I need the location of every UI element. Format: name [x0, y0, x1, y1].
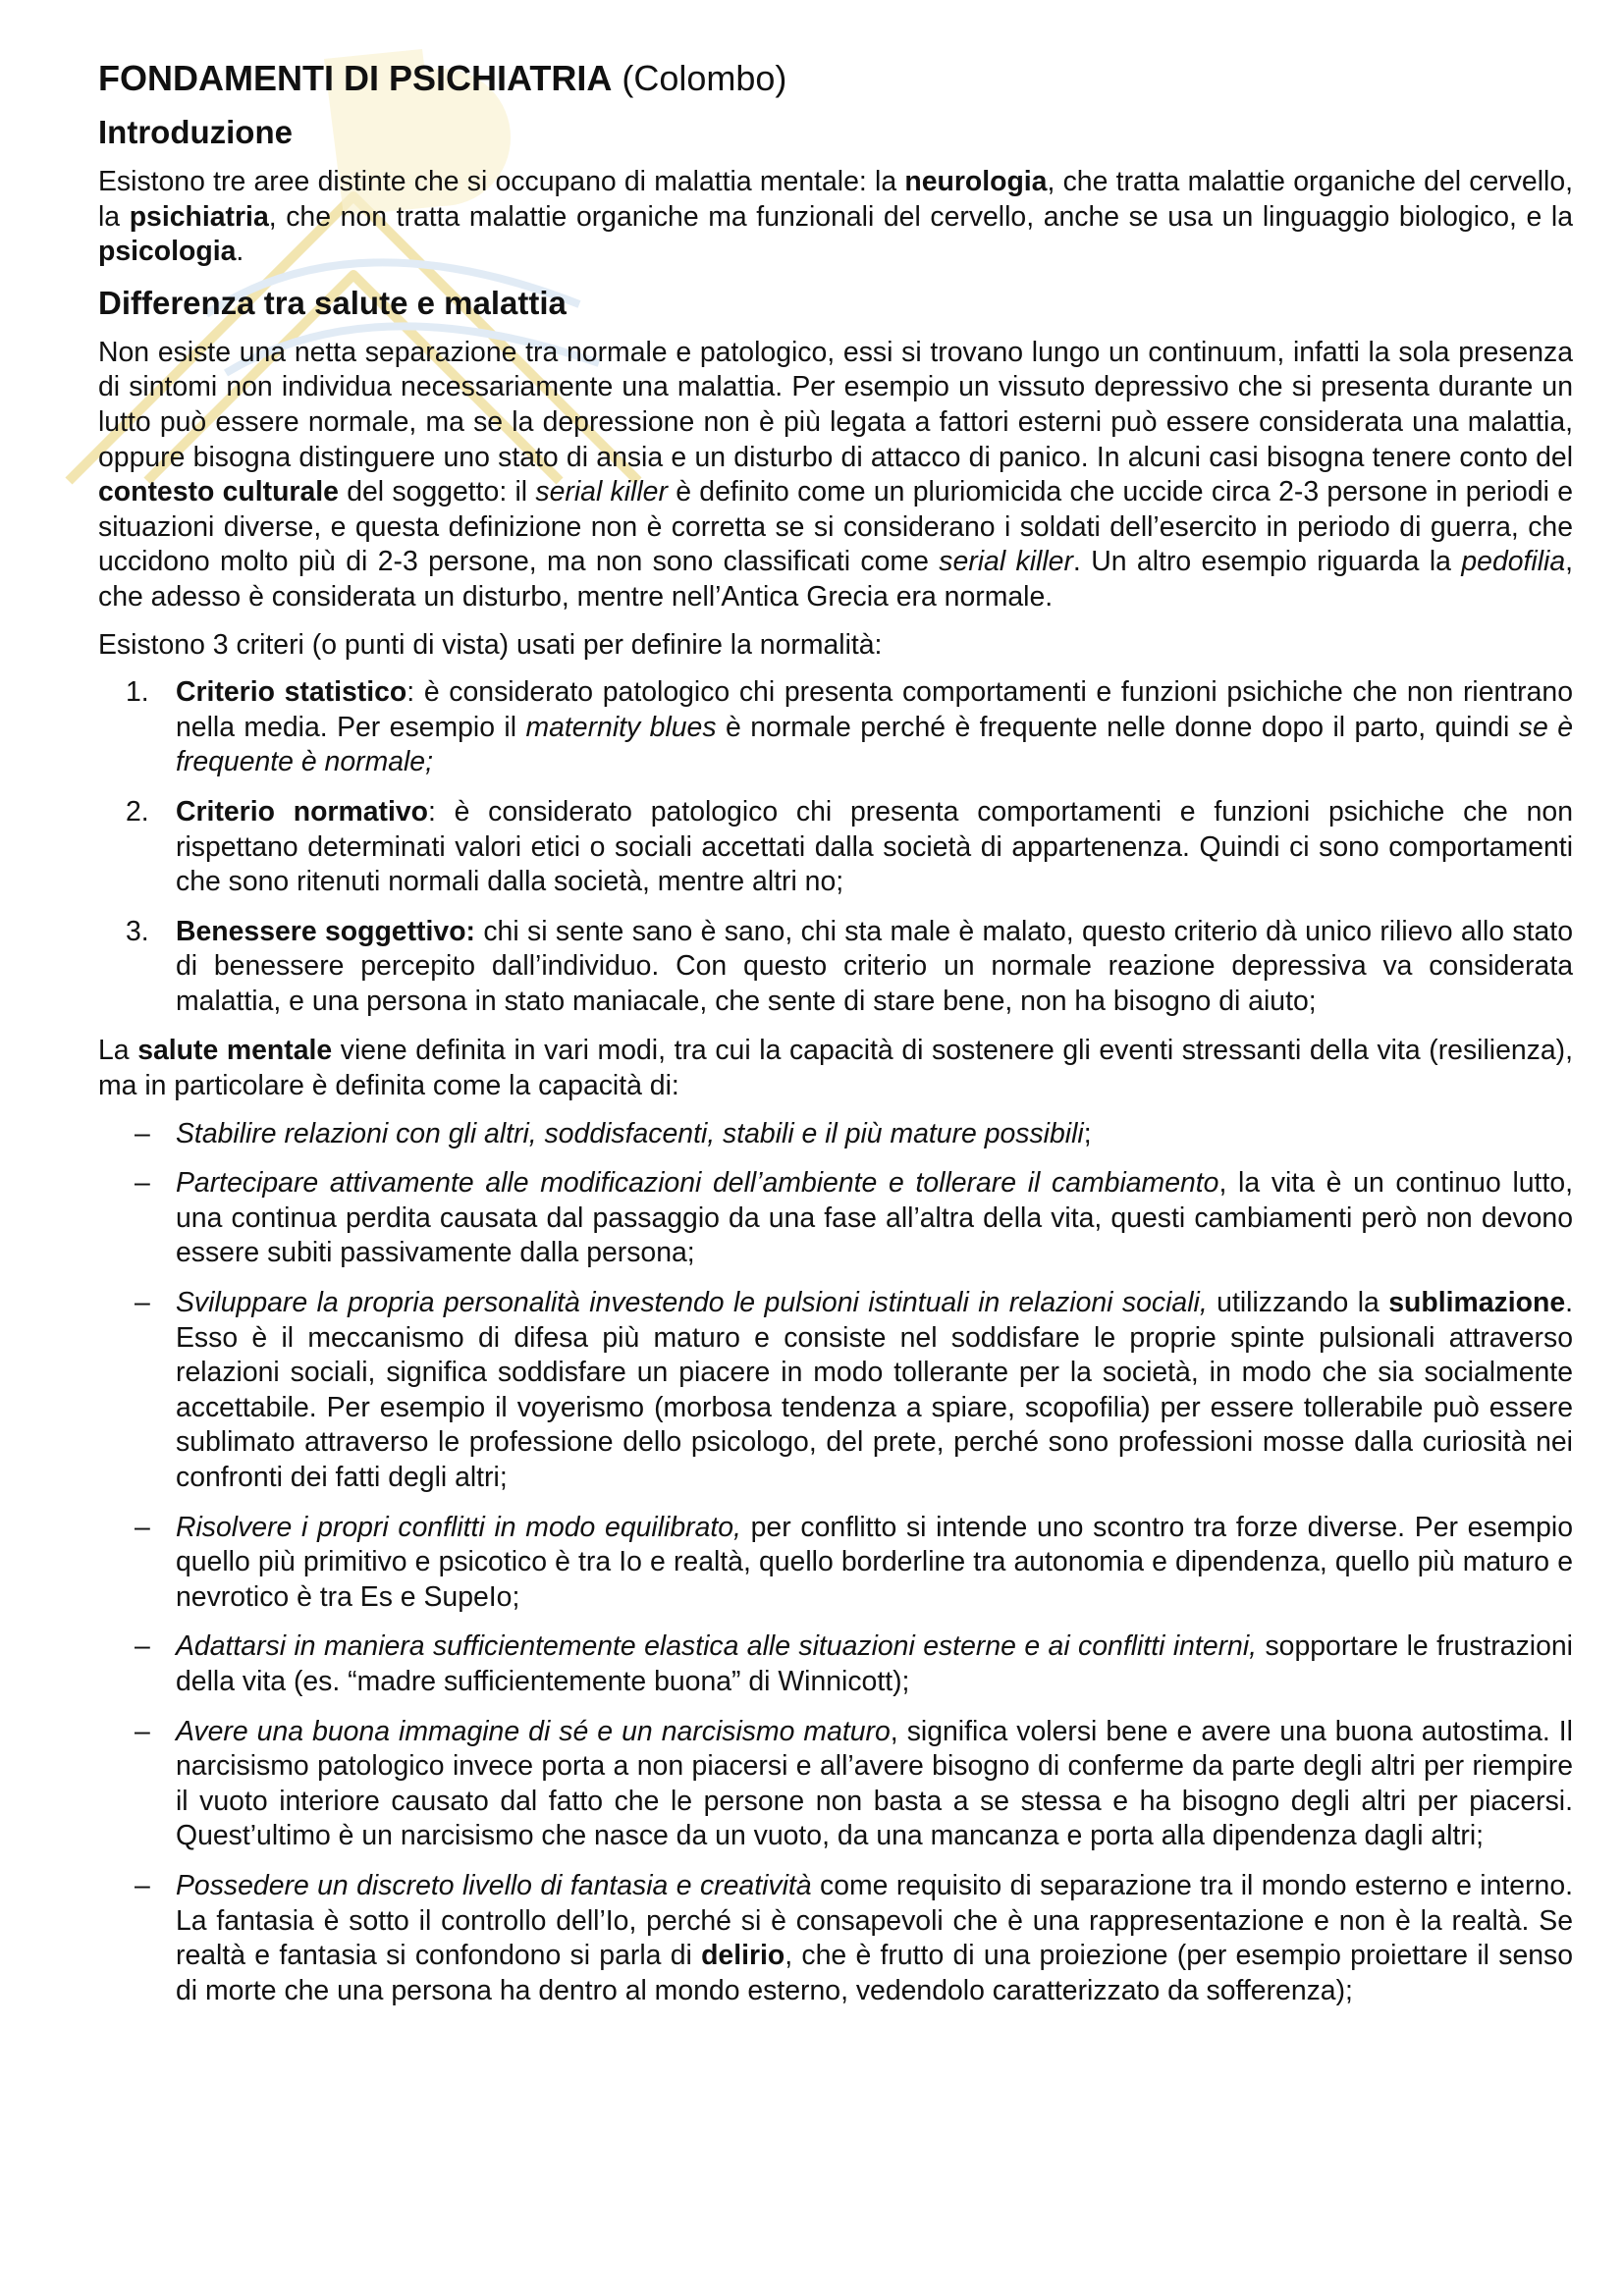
list-item: 1. Criterio statistico: è considerato patologico chi presenta comportamenti e funzioni psichiche che non rientrano nella media. Per esempio il maternity blues è normale perché è frequente nelle donne dopo il parto, quindi se è frequente è normale;: [126, 676, 1573, 778]
criteria-intro: Esistono 3 criteri (o punti di vista) usati per definire la normalità:: [98, 628, 883, 661]
title-author: (Colombo): [612, 58, 787, 98]
list-item: – Sviluppare la propria personalità investendo le pulsioni istintuali in relazioni sociali, utilizzando la sublimazione. Esso è il meccanismo di difesa più maturo e consiste nel soddisfare le proprie spinte pulsionali attraverso relazioni sociali, significa soddisfare un piacere in modo tollerante per la società, in modo che sia socialmente accettabile. Per esempio il voyerismo (morbosa tendenza a spiare, scopofilia) per essere tollerabile può essere sublimato attraverso le professione dello psicologo, del prete, perché sono professioni mosse dalla curiosità nei confronti dei fatti degli altri;: [135, 1287, 1573, 1493]
difference-paragraph: Non esiste una netta separazione tra normale e patologico, essi si trovano lungo un continuum, infatti la sola presenza di sintomi non individua necessariamente una malattia. Per esempio un vissuto depressivo che si presenta durante un lutto può essere normale, ma se la depressione non è più legata a fattori esterni può essere considerata una malattia, oppure bisogna distinguere uno stato di ansia e un disturbo di attacco di panico. In alcuni casi bisogna tenere conto del contesto culturale del soggetto: il serial killer è definito come un pluriomicida che uccide circa 2-3 persone in periodi e situazioni diverse, e questa definizione non è corretta se si considerano i soldati dell’esercito in periodo di guerra, che uccidono molto più di 2-3 persone, ma non sono classificati come serial killer. Un altro esempio riguarda la pedofilia, che adesso è considerata un disturbo, mentre nell’Antica Grecia era normale.: [98, 336, 1574, 613]
list-item: – Possedere un discreto livello di fantasia e creatività come requisito di separazione tra il mondo esterno e interno. La fantasia è sotto il controllo dell’Io, perché si è consapevoli che è una rappresentazione e non è la realtà. Se realtà e fantasia si confondono si parla di delirio, che è frutto di una proiezione (per esempio proiettare il senso di morte che una persona ha dentro al mondo esterno, vedendolo caratterizzato da sofferenza);: [135, 1869, 1574, 2006]
list-item: – Risolvere i propri conflitti in modo equilibrato, per conflitto si intende uno scontro tra forze diverse. Per esempio quello più primitivo e psicotico è tra Io e realtà, quello borderline tra autonomia e dipendenza, quello più maturo e nevrotico è tra Es e SupeIo;: [135, 1511, 1573, 1613]
list-item: – Partecipare attivamente alle modificazioni dell’ambiente e tollerare il cambiamento, la vita è un continuo lutto, una continua perdita causata dal passaggio da una fase all’altra della vita, questi cambiamenti però non devono essere subiti passivamente dalla persona;: [135, 1167, 1574, 1269]
list-item: 3. Benessere soggettivo: chi si sente sano è sano, chi sta male è malato, questo criterio dà unico rilievo allo stato di benessere percepito dall’individuo. Con questo criterio un normale reazione depressiva va considerata malattia, e una persona in stato maniacale, che sente di stare bene, non ha bisogno di aiuto;: [126, 915, 1573, 1017]
heading-introduzione: Introduzione: [98, 114, 293, 150]
title-bold: FONDAMENTI DI PSICHIATRIA: [98, 58, 613, 98]
abilities-list: [98, 1117, 1573, 2009]
criteria-list: [98, 675, 1573, 1019]
heading-differenza: Differenza tra salute e malattia: [98, 284, 567, 321]
list-item: 2. Criterio normativo: è considerato patologico chi presenta comportamenti e funzioni psichiche che non rispettano determinati valori etici o sociali accettati dalla società di appartenenza. Quindi ci sono comportamenti che sono ritenuti normali dalla società, mentre altri no;: [126, 795, 1573, 898]
mental-health-paragraph: La salute mentale viene definita in vari modi, tra cui la capacità di sostenere gli eventi stressanti della vita (resilienza), ma in particolare è definita come la capacità di:: [98, 1035, 1573, 1102]
document-title: [98, 57, 1573, 100]
intro-paragraph: Esistono tre aree distinte che si occupano di malattia mentale: la neurologia, che tratta malattie organiche del cervello, la psichiatria, che non tratta malattie organiche ma funzionali del cervello, anche se usa un linguaggio biologico, e la psicologia.: [98, 166, 1573, 268]
list-item: – Avere una buona immagine di sé e un narcisismo maturo, significa volersi bene e avere una buona autostima. Il narcisismo patologico invece porta a non piacersi e all’avere bisogno di conferme da parte degli altri per riempire il vuoto interiore causato dal fatto che le persone non basta a se stessa e ha bisogno degli altri per piacersi. Quest’ultimo è un narcisismo che nasce da un vuoto, da una mancanza e porta alla dipendenza dagli altri;: [135, 1715, 1573, 1852]
list-item: – Stabilire relazioni con gli altri, soddisfacenti, stabili e il più mature possibili;: [135, 1117, 1092, 1149]
list-item: – Adattarsi in maniera sufficientemente elastica alle situazioni esterne e ai conflitti interni, sopportare le frustrazioni della vita (es. “madre sufficientemente buona” di Winnicott);: [135, 1630, 1573, 1697]
document-page: [98, 57, 1573, 2023]
